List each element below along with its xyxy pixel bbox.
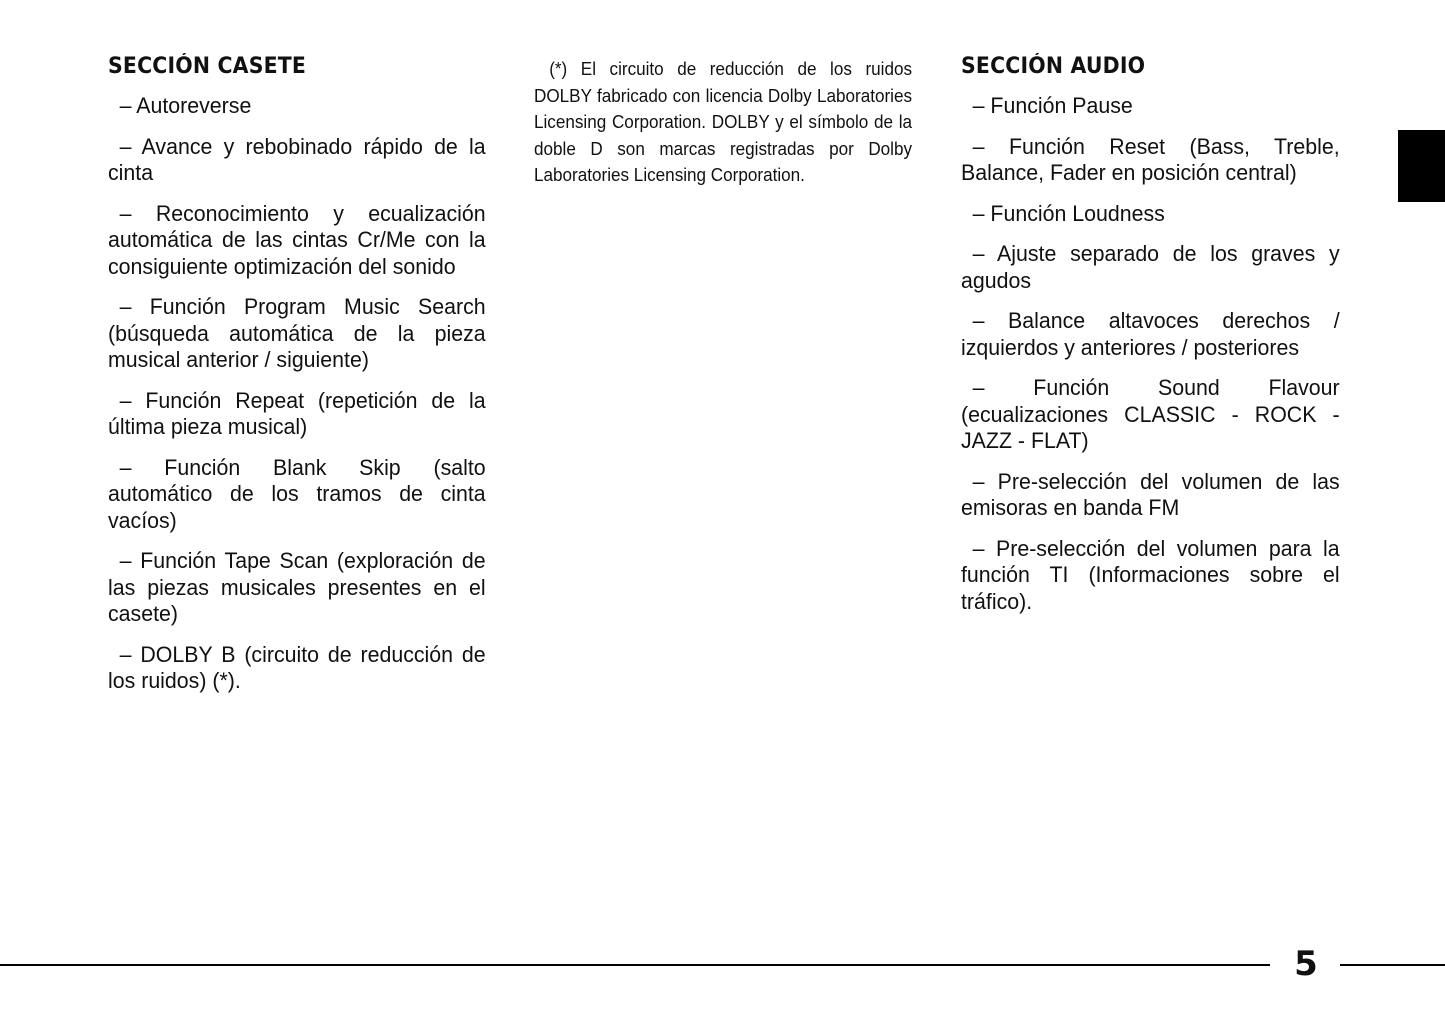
footer-rule-left: [0, 964, 1270, 966]
cassette-feature-item: – Función Program Music Search (búsqueda automática de la pieza musical anterior / siguiente): [108, 294, 486, 372]
cassette-feature-item: – Reconocimiento y ecualización automática de las cintas Cr/Me con la consiguiente optimización del sonido: [108, 200, 486, 279]
cassette-feature-item: – Avance y rebobinado rápido de la cinta: [108, 133, 486, 185]
audio-section: [961, 52, 1340, 629]
chapter-tab-marker: [1398, 130, 1445, 202]
audio-feature-item: – Función Pause: [972, 93, 1133, 118]
cassette-feature-item: – Autoreverse: [119, 93, 252, 118]
cassette-feature-item: – Función Blank Skip (salto automático de los tramos de cinta vacíos): [108, 454, 486, 533]
audio-feature-item: – Función Loudness: [972, 200, 1165, 226]
page-number: 5: [1294, 944, 1318, 984]
dolby-footnote-column: [534, 56, 913, 189]
dolby-footnote: (*) El circuito de reducción de los ruidos DOLBY fabricado con licencia Dolby Laboratories Licensing Corporation. DOLBY y el símbolo de la doble D son marcas registradas por Dolby Laboratories Licensing Corporation.: [534, 59, 913, 185]
audio-feature-item: – Ajuste separado de los graves y agudos: [961, 241, 1340, 293]
audio-feature-item: – Pre-selección del volumen para la función TI (Informaciones sobre el tráfico).: [961, 535, 1340, 614]
audio-feature-item: – Función Reset (Bass, Treble, Balance, Fader en posición central): [961, 133, 1340, 185]
audio-section-heading: SECCIÓN AUDIO: [961, 54, 1146, 79]
cassette-section-heading: SECCIÓN CASETE: [108, 54, 307, 79]
cassette-section: [108, 52, 486, 709]
cassette-feature-item: – DOLBY B (circuito de reducción de los ruidos) (*).: [108, 641, 486, 693]
audio-feature-item: – Balance altavoces derechos / izquierdos y anteriores / posteriores: [961, 308, 1340, 360]
audio-feature-item: – Pre-selección del volumen de las emisoras en banda FM: [961, 468, 1340, 520]
footer-rule-right: [1340, 964, 1445, 966]
cassette-feature-item: – Función Repeat (repetición de la última pieza musical): [108, 387, 486, 439]
audio-feature-item: – Función Sound Flavour (ecualizaciones CLASSIC - ROCK - JAZZ - FLAT): [961, 375, 1340, 453]
cassette-feature-item: – Función Tape Scan (exploración de las piezas musicales presentes en el casete): [108, 548, 486, 626]
